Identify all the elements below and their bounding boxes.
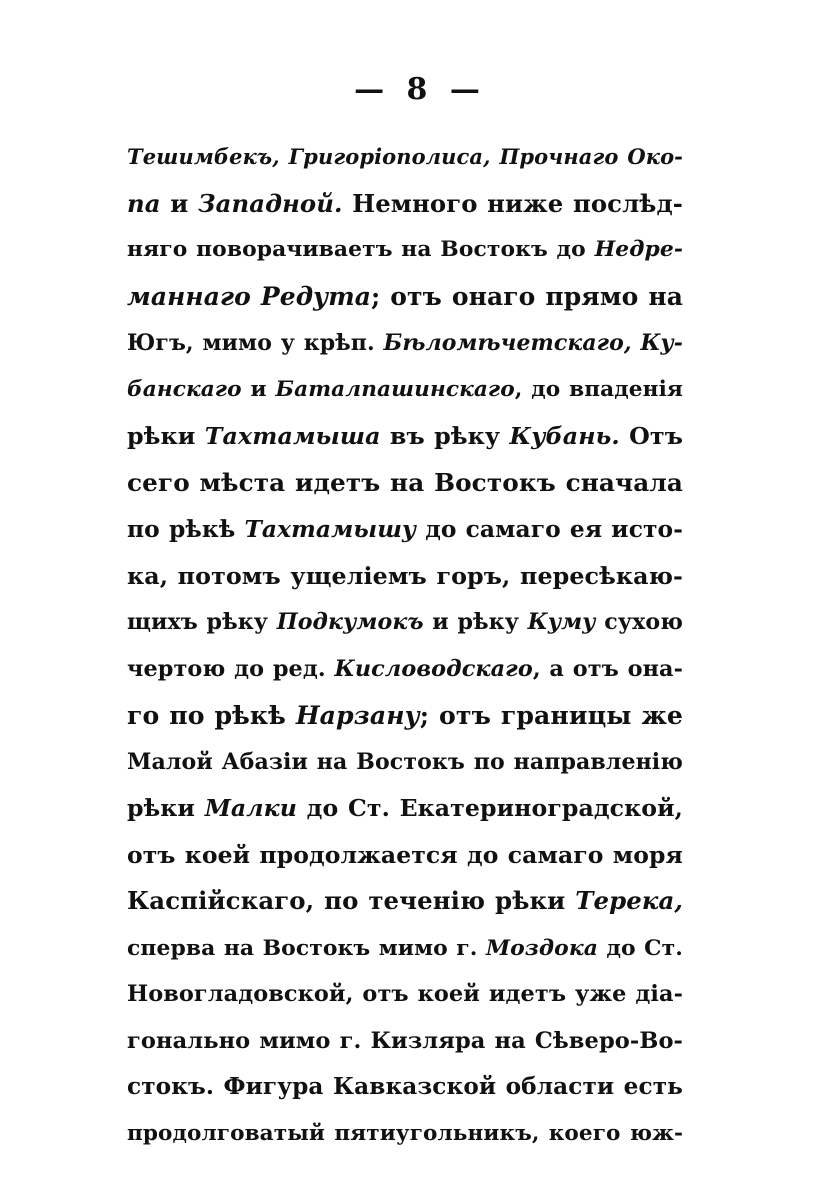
italic-text-segment: Западной. [197, 188, 343, 218]
italic-text-segment: Малки [204, 794, 297, 822]
text-segment: сего мѣста идетъ на Востокъ сначала [127, 467, 683, 497]
text-segment: рѣки [127, 422, 205, 450]
text-segment: Немного ниже послѣд- [342, 188, 683, 218]
text-segment: няго поворачиваетъ на Востокъ до [127, 237, 595, 262]
italic-text-segment: Недре- [594, 237, 683, 262]
body-text [127, 134, 683, 1157]
text-segment: Малой Абазіи на Востокъ по направленію [127, 748, 683, 775]
text-line [127, 599, 683, 646]
text-segment: до самаго ея истo- [416, 515, 683, 543]
italic-text-segment: Нарзану [295, 700, 420, 730]
text-line [127, 553, 683, 600]
text-segment: рѣки [127, 794, 205, 822]
text-segment: ; отъ онаго прямо на [371, 281, 683, 311]
italic-text-segment: па [127, 188, 161, 218]
text-line [127, 925, 683, 972]
italic-text-segment: банскаго [127, 376, 242, 402]
text-segment: , до впаденія [514, 376, 683, 402]
text-line [127, 320, 683, 367]
page-number: — 8 — [354, 72, 486, 107]
text-line [127, 1111, 683, 1158]
text-segment: чертою до ред. [127, 655, 335, 682]
italic-text-segment: Тахтамыша [204, 422, 381, 450]
text-line [127, 181, 683, 228]
text-segment: и [160, 188, 198, 218]
text-segment: , а отъ она- [532, 655, 683, 682]
text-segment: отъ коей продолжается до самаго моря [127, 840, 683, 869]
text-line [127, 832, 683, 879]
text-segment: до Ст. Екатериноградской, [296, 794, 683, 822]
text-line [127, 1018, 683, 1065]
italic-text-segment: Терека, [575, 886, 683, 915]
text-segment: по рѣкѣ [127, 515, 245, 543]
text-line [127, 692, 683, 739]
text-segment: Каспійскаго, по теченію рѣки [127, 886, 576, 915]
text-segment: и [241, 376, 276, 402]
text-segment: Новогладовской, отъ коей идетъ уже діа- [127, 981, 683, 1007]
italic-text-segment: Тешимбекъ, Григоріополиса, Прочнаго Око- [127, 144, 683, 169]
text-segment: щихъ рѣку [127, 609, 277, 635]
text-segment: ; отъ границы же [419, 700, 683, 730]
text-line [127, 506, 683, 553]
italic-text-segment: Кубань. [509, 422, 620, 450]
text-segment: Югъ, мимо у крѣп. [127, 330, 384, 356]
italic-text-segment: Баталпашинскаго [275, 376, 515, 402]
text-line [127, 460, 683, 507]
text-line [127, 134, 683, 181]
text-line [127, 971, 683, 1018]
text-line [127, 413, 683, 460]
italic-text-segment: Куму [527, 609, 596, 635]
text-segment: ка, потомъ ущеліемъ горъ, пересѣкаю- [127, 561, 683, 590]
text-line [127, 739, 683, 786]
italic-text-segment: Подкумокъ [276, 609, 424, 635]
text-line [127, 646, 683, 693]
text-segment: го по рѣкѣ [127, 700, 296, 730]
italic-text-segment: маннаго Редута [127, 281, 372, 311]
text-segment: Отъ [619, 422, 683, 450]
italic-text-segment: Бѣломѣчетскаго, Ку- [383, 330, 683, 356]
text-segment: стокъ. Фигура Кавказской области есть [127, 1073, 683, 1100]
italic-text-segment: Кисловодскаго [334, 655, 533, 682]
text-line [127, 367, 683, 414]
text-line [127, 878, 683, 925]
text-line [127, 1064, 683, 1111]
text-segment: въ рѣку [380, 422, 510, 450]
text-segment: сухою [595, 609, 684, 635]
text-segment: до Ст. [597, 934, 683, 961]
text-line [127, 227, 683, 274]
text-line [127, 785, 683, 832]
text-segment: сперва на Востокъ мимо г. [127, 934, 486, 961]
italic-text-segment: Моздока [485, 934, 598, 961]
text-segment: и рѣку [423, 609, 528, 635]
text-segment: продолговатый пятиугольникъ, коего юж- [127, 1120, 683, 1146]
text-segment: гонально мимо г. Кизляра на Сѣверо-Во- [127, 1027, 683, 1054]
text-line [127, 274, 683, 321]
italic-text-segment: Тахтамышу [244, 515, 417, 543]
